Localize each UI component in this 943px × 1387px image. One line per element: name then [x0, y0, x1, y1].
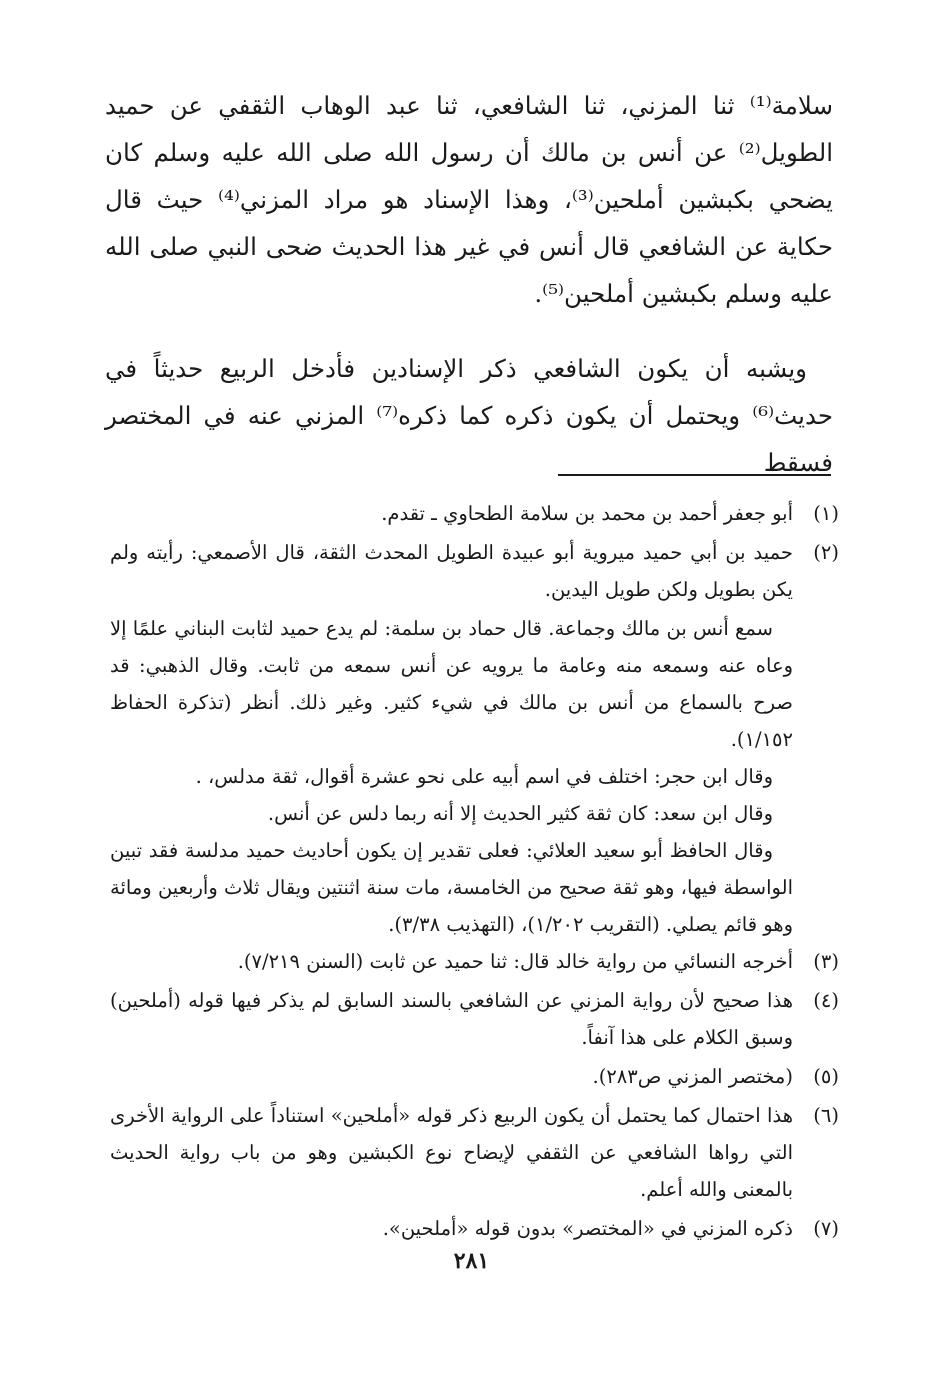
footnote-number: (٢): [813, 541, 839, 564]
footnote-number: (١): [813, 502, 839, 525]
footnote-number: (٣): [813, 950, 839, 973]
footnote-text: [110, 534, 793, 608]
footnote-paragraph: هذا صحيح لأن رواية المزني عن الشافعي بالسند السابق لم يذكر فيها قوله (أملحين) وسبق الكلام على هذا آنفاً.: [110, 989, 793, 1049]
footnote-number: (٦): [813, 1104, 839, 1127]
footnote-paragraph: سمع أنس بن مالك وجماعة. قال حماد بن سلمة: لم يدع حميد لثابت البناني علمًا إلا وعاه عنه وسمعه منه وعامة ما يرويه عن أنس سمعه من ثابت. وقال الذهبي: قد صرح بالسماع من أنس بن مالك في شيء كثير. وغير ذلك. أنظر (تذكرة الحفاظ ١/١٥٢).: [110, 617, 793, 751]
footnote-paragraph: أخرجه النسائي من رواية خالد قال: ثنا حميد عن ثابت (السنن ٧/٢١٩).: [237, 950, 793, 973]
footnote-paragraph: أبو جعفر أحمد بن محمد بن سلامة الطحاوي ـ تقدم.: [381, 502, 793, 525]
footnote-paragraph: وقال ابن سعد: كان ثقة كثير الحديث إلا أنه ربما دلس عن أنس.: [267, 802, 773, 825]
footnote-paragraph: (مختصر المزني ص٢٨٣).: [592, 1065, 793, 1088]
main-paragraph-2: ويشبه أن يكون الشافعي ذكر الإسنادين فأدخل الربيع حديثاً في حديث⁽⁶⁾ ويحتمل أن يكون ذكره كما ذكره⁽⁷⁾ المزني عنه في المختصر فسقط: [105, 354, 833, 477]
footnote-1: [110, 495, 839, 532]
footnote-text: [110, 495, 793, 532]
footnote-text: [110, 943, 793, 980]
footnote-number: (٥): [813, 1065, 839, 1088]
footnote-paragraph: وقال الحافظ أبو سعيد العلائي: فعلى تقدير إن يكون أحاديث حميد مدلسة فقد تبين الواسطة فيها، وهو ثقة صحيح من الخامسة، مات سنة اثنتين ويقال ثلاث وأربعين ومائة وهو قائم يصلي. (التقريب ١/٢٠٢)، (التهذيب ٣/٣٨).: [110, 839, 793, 936]
footnote-3: [110, 943, 839, 980]
footnote-text: [110, 1097, 793, 1208]
footnote-text: [110, 1058, 793, 1095]
footnote-2: [110, 534, 839, 608]
footnotes: [110, 495, 839, 1249]
footnote-paragraph: حميد بن أبي حميد ميروية أبو عبيدة الطويل المحدث الثقة، قال الأصمعي: رأيته ولم يكن بطويل ولكن طويل اليدين.: [110, 541, 793, 601]
footnote-paragraph: ذكره المزني في «المختصر» بدون قوله «أملحين».: [382, 1217, 793, 1240]
footnote-text: [110, 982, 793, 1056]
footnote-number: (٤): [813, 989, 839, 1012]
main-paragraph-1: سلامة⁽¹⁾ ثنا المزني، ثنا الشافعي، ثنا عبد الوهاب الثقفي عن حميد الطويل⁽²⁾ عن أنس بن مالك أن رسول الله صلى الله عليه وسلم كان يضحي بكبشين أملحين⁽³⁾، وهذا الإسناد هو مراد المزني⁽⁴⁾ حيث قال حكاية عن الشافعي قال أنس في غير هذا الحديث ضحى النبي صلى الله عليه وسلم بكبشين أملحين⁽⁵⁾.: [105, 91, 833, 308]
page-number: ٢٨١: [453, 1248, 490, 1274]
footnote-number: (٧): [813, 1217, 839, 1240]
footnote-4: [110, 982, 839, 1056]
footnote-5: [110, 1058, 839, 1095]
footnote-text: [110, 1210, 793, 1247]
main-text: [105, 82, 833, 486]
footnote-6: [110, 1097, 839, 1208]
footnote-paragraph: هذا احتمال كما يحتمل أن يكون الربيع ذكر قوله «أملحين» استناداً على الرواية الأخرى التي رواها الشافعي عن الثقفي لإيضاح نوع الكبشين وهو من باب رواية الحديث بالمعنى والله أعلم.: [110, 1104, 793, 1201]
footnote-paragraph: وقال ابن حجر: اختلف في اسم أبيه على نحو عشرة أقوال، ثقة مدلس، .: [195, 765, 773, 788]
footnote-7: [110, 1210, 839, 1247]
footnote-separator: [558, 474, 831, 476]
footnote-2-continuation: [110, 610, 793, 943]
